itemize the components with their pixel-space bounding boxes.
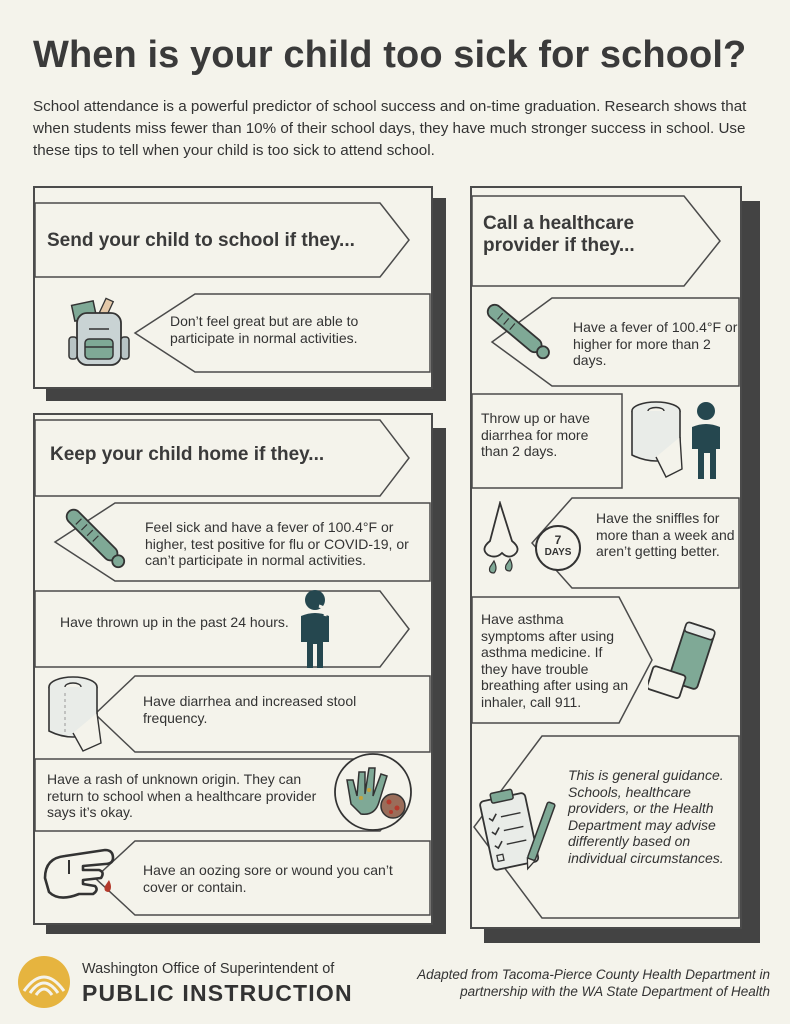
send-item-text: Don’t feel great but are able to participate in normal activities. <box>170 313 359 346</box>
keep-item-rash-text: Have a rash of unknown origin. They can return to school when a healthcare provider says it’s okay. <box>47 771 317 820</box>
seven-days-badge <box>535 525 581 571</box>
toilet-paper-person-icon <box>626 399 730 483</box>
keep-item-rash <box>35 758 431 832</box>
send-header-card <box>35 202 415 278</box>
vomiting-person-icon <box>293 586 337 670</box>
call-header: Call a healthcare provider if they... <box>483 213 635 256</box>
send-item-card <box>35 293 431 373</box>
keep-header: Keep your child home if they... <box>50 444 325 465</box>
keep-item-fever <box>35 502 431 582</box>
call-item-sniffles <box>472 497 740 589</box>
call-item-vomit <box>472 393 740 489</box>
badge-number: 7 <box>554 533 562 547</box>
call-thermometer-icon <box>480 297 560 369</box>
keep-item-vomit-text: Have thrown up in the past 24 hours. <box>60 614 289 630</box>
keep-item-vomit <box>35 590 431 668</box>
rash-hand-icon <box>331 750 415 834</box>
credit-note: Adapted from Tacoma-Pierce County Health Department in partnership with the WA State Department of Health <box>417 967 770 999</box>
send-header: Send your child to school if they... <box>47 230 355 251</box>
keep-item-diarrhea-text: Have diarrhea and increased stool frequency. <box>143 693 357 726</box>
keep-item-fever-text: Feel sick and have a fever of 100.4°F or higher, test positive for flu or COVID-19, or can’t participate in normal activities. <box>145 519 409 568</box>
inhaler-icon <box>648 620 728 708</box>
call-item-fever <box>472 297 740 387</box>
toilet-paper-icon <box>43 673 113 755</box>
keep-header-card <box>35 419 415 497</box>
call-item-asthma-text: Have asthma symptoms after using asthma medicine. If they have trouble breathing after using an inhaler, call 911. <box>481 611 629 710</box>
call-item-note-text: This is general guidance. Schools, healthcare providers, or the Health Department may advise differently based on individual circumstances. <box>568 767 724 866</box>
keep-item-wound <box>35 840 431 916</box>
call-header-card <box>472 195 726 287</box>
clipboard-checklist-icon <box>476 785 556 875</box>
thermometer-icon <box>57 504 137 576</box>
runny-nose-icon <box>474 501 534 585</box>
org-name-line1: Washington Office of Superintendent of <box>82 961 335 977</box>
call-item-fever-text: Have a fever of 100.4°F or higher for more than 2 days. <box>573 319 738 368</box>
call-item-vomit-text: Throw up or have diarrhea for more than 2 days. <box>481 410 590 459</box>
badge-label: DAYS <box>544 547 572 558</box>
call-item-asthma <box>472 596 740 724</box>
call-item-note <box>472 735 740 919</box>
keep-item-wound-text: Have an oozing sore or wound you can’t cover or contain. <box>143 862 393 895</box>
call-item-sniffles-text: Have the sniffles for more than a week and aren’t getting better. <box>596 510 735 559</box>
intro-paragraph: School attendance is a powerful predictor of school success and on-time graduation. Research shows that when students miss fewer than 10% of their school days, they have much stronger success in school. Use these tips to tell when your child is too sick to attend school. <box>33 98 747 159</box>
page-title: When is your child too sick for school? <box>33 34 747 76</box>
bleeding-finger-icon <box>39 844 119 910</box>
keep-item-diarrhea <box>35 675 431 753</box>
org-name-line2: PUBLIC INSTRUCTION <box>82 980 353 1006</box>
backpack-icon <box>65 295 135 371</box>
ospi-logo-icon <box>14 955 74 1009</box>
